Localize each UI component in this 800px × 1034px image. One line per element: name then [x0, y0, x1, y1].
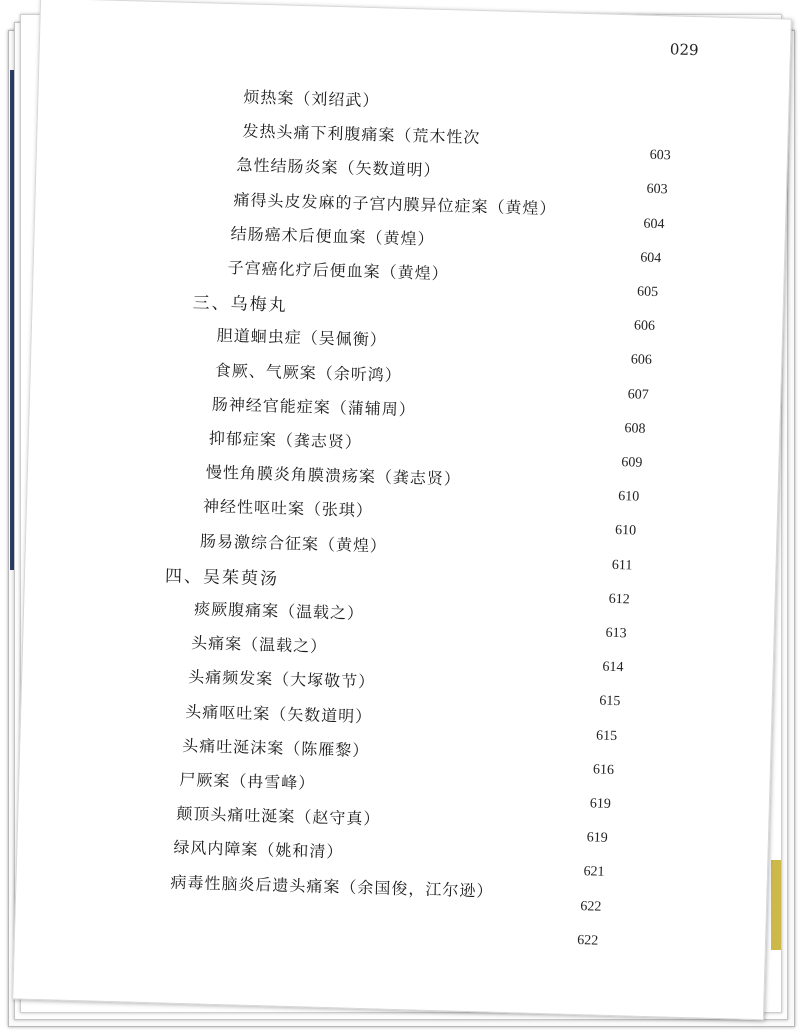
toc-entry-page: 615: [599, 693, 621, 710]
toc-entry-text: 烦热案（刘绍武）: [243, 87, 380, 111]
toc-entry-text: 头痛呕吐案（矢数道明）: [185, 701, 373, 726]
toc-entry-page: 621: [583, 864, 605, 881]
toc-entry-page: 607: [627, 386, 649, 403]
toc-entry-text: 病毒性脑炎后遗头痛案（余国俊，江尔逊）: [170, 872, 494, 901]
toc-entry-page: 622: [580, 898, 602, 915]
toc-entry-page: 616: [592, 762, 615, 778]
toc-entry-text: 痰厥腹痛案（温载之）: [193, 599, 365, 623]
toc-entry-text: 急性结肠炎案（矢数道明）: [236, 155, 441, 181]
toc-entry-text: 子宫癌化疗后便血案（黄煌）: [227, 258, 449, 284]
toc-entry-page: 606: [633, 318, 656, 335]
toc-entry-text: 头痛案（温载之）: [190, 633, 328, 657]
toc-entry-text: 神经性呕吐案（张琪）: [202, 496, 374, 521]
toc-entry-page: 603: [646, 182, 668, 198]
toc-entry-page: 605: [636, 284, 659, 301]
toc-entry-text: 尸厥案（冉雪峰）: [179, 769, 316, 793]
toc-entry-page: 606: [630, 352, 653, 369]
toc-entry-page: 608: [624, 420, 646, 437]
toc-entry-page: 610: [614, 523, 637, 539]
toc-entry-page: 611: [611, 557, 633, 574]
toc-entry-page: 604: [640, 250, 662, 266]
toc-entry-text: 头痛吐涎沫案（陈雁黎）: [182, 735, 370, 760]
toc-entry-text: 四、吴茱萸汤: [164, 566, 280, 590]
toc-entry-text: 结肠癌术后便血案（黄煌）: [230, 223, 435, 249]
toc-entry-page: 622: [577, 932, 599, 949]
toc-entry-text: 头痛频发案（大塚敬节）: [187, 667, 376, 692]
toc-entry-text: 胆道蛔虫症（吴佩衡）: [216, 326, 387, 350]
toc-entry-text: 三、乌梅丸: [192, 293, 288, 316]
toc-entry-text: 发热头痛下利腹痛案（荒木性次: [242, 121, 481, 148]
book-cover-edge-yellow: [771, 860, 781, 950]
toc-entry-page: 609: [621, 455, 643, 471]
toc-entry-page: 614: [602, 659, 624, 676]
toc-entry-page: 613: [605, 625, 627, 642]
toc-entry-page: 615: [595, 728, 618, 744]
toc-entry-text: 绿风内障案（姚和清）: [173, 838, 344, 862]
toc-entry-text: 肠易激综合征案（黄煌）: [199, 530, 388, 556]
toc-entry-text: 痛得头皮发麻的子宫内膜异位症案（黄煌）: [233, 189, 557, 218]
toc-entry-page: 619: [586, 830, 608, 847]
toc-page: [12, 0, 792, 1020]
toc-entry-text: 食厥、气厥案（余听鸿）: [214, 360, 403, 385]
page-number: 029: [669, 40, 699, 60]
toc-entry-page: 603: [649, 147, 671, 164]
toc-entry-text: 慢性角膜炎角膜溃疡案（龚志贤）: [205, 462, 462, 489]
toc-entry-page: 604: [643, 216, 665, 232]
toc-entry-page: 612: [608, 591, 630, 608]
toc-entry-page: 610: [618, 489, 640, 505]
toc-entry-text: 颠顶头痛吐涎案（赵守真）: [176, 804, 381, 829]
toc-entry-text: 肠神经官能症案（蒲辅周）: [211, 394, 417, 420]
toc-entry-text: 抑郁症案（龚志贤）: [208, 428, 363, 452]
toc-entry-page: 619: [589, 796, 612, 812]
